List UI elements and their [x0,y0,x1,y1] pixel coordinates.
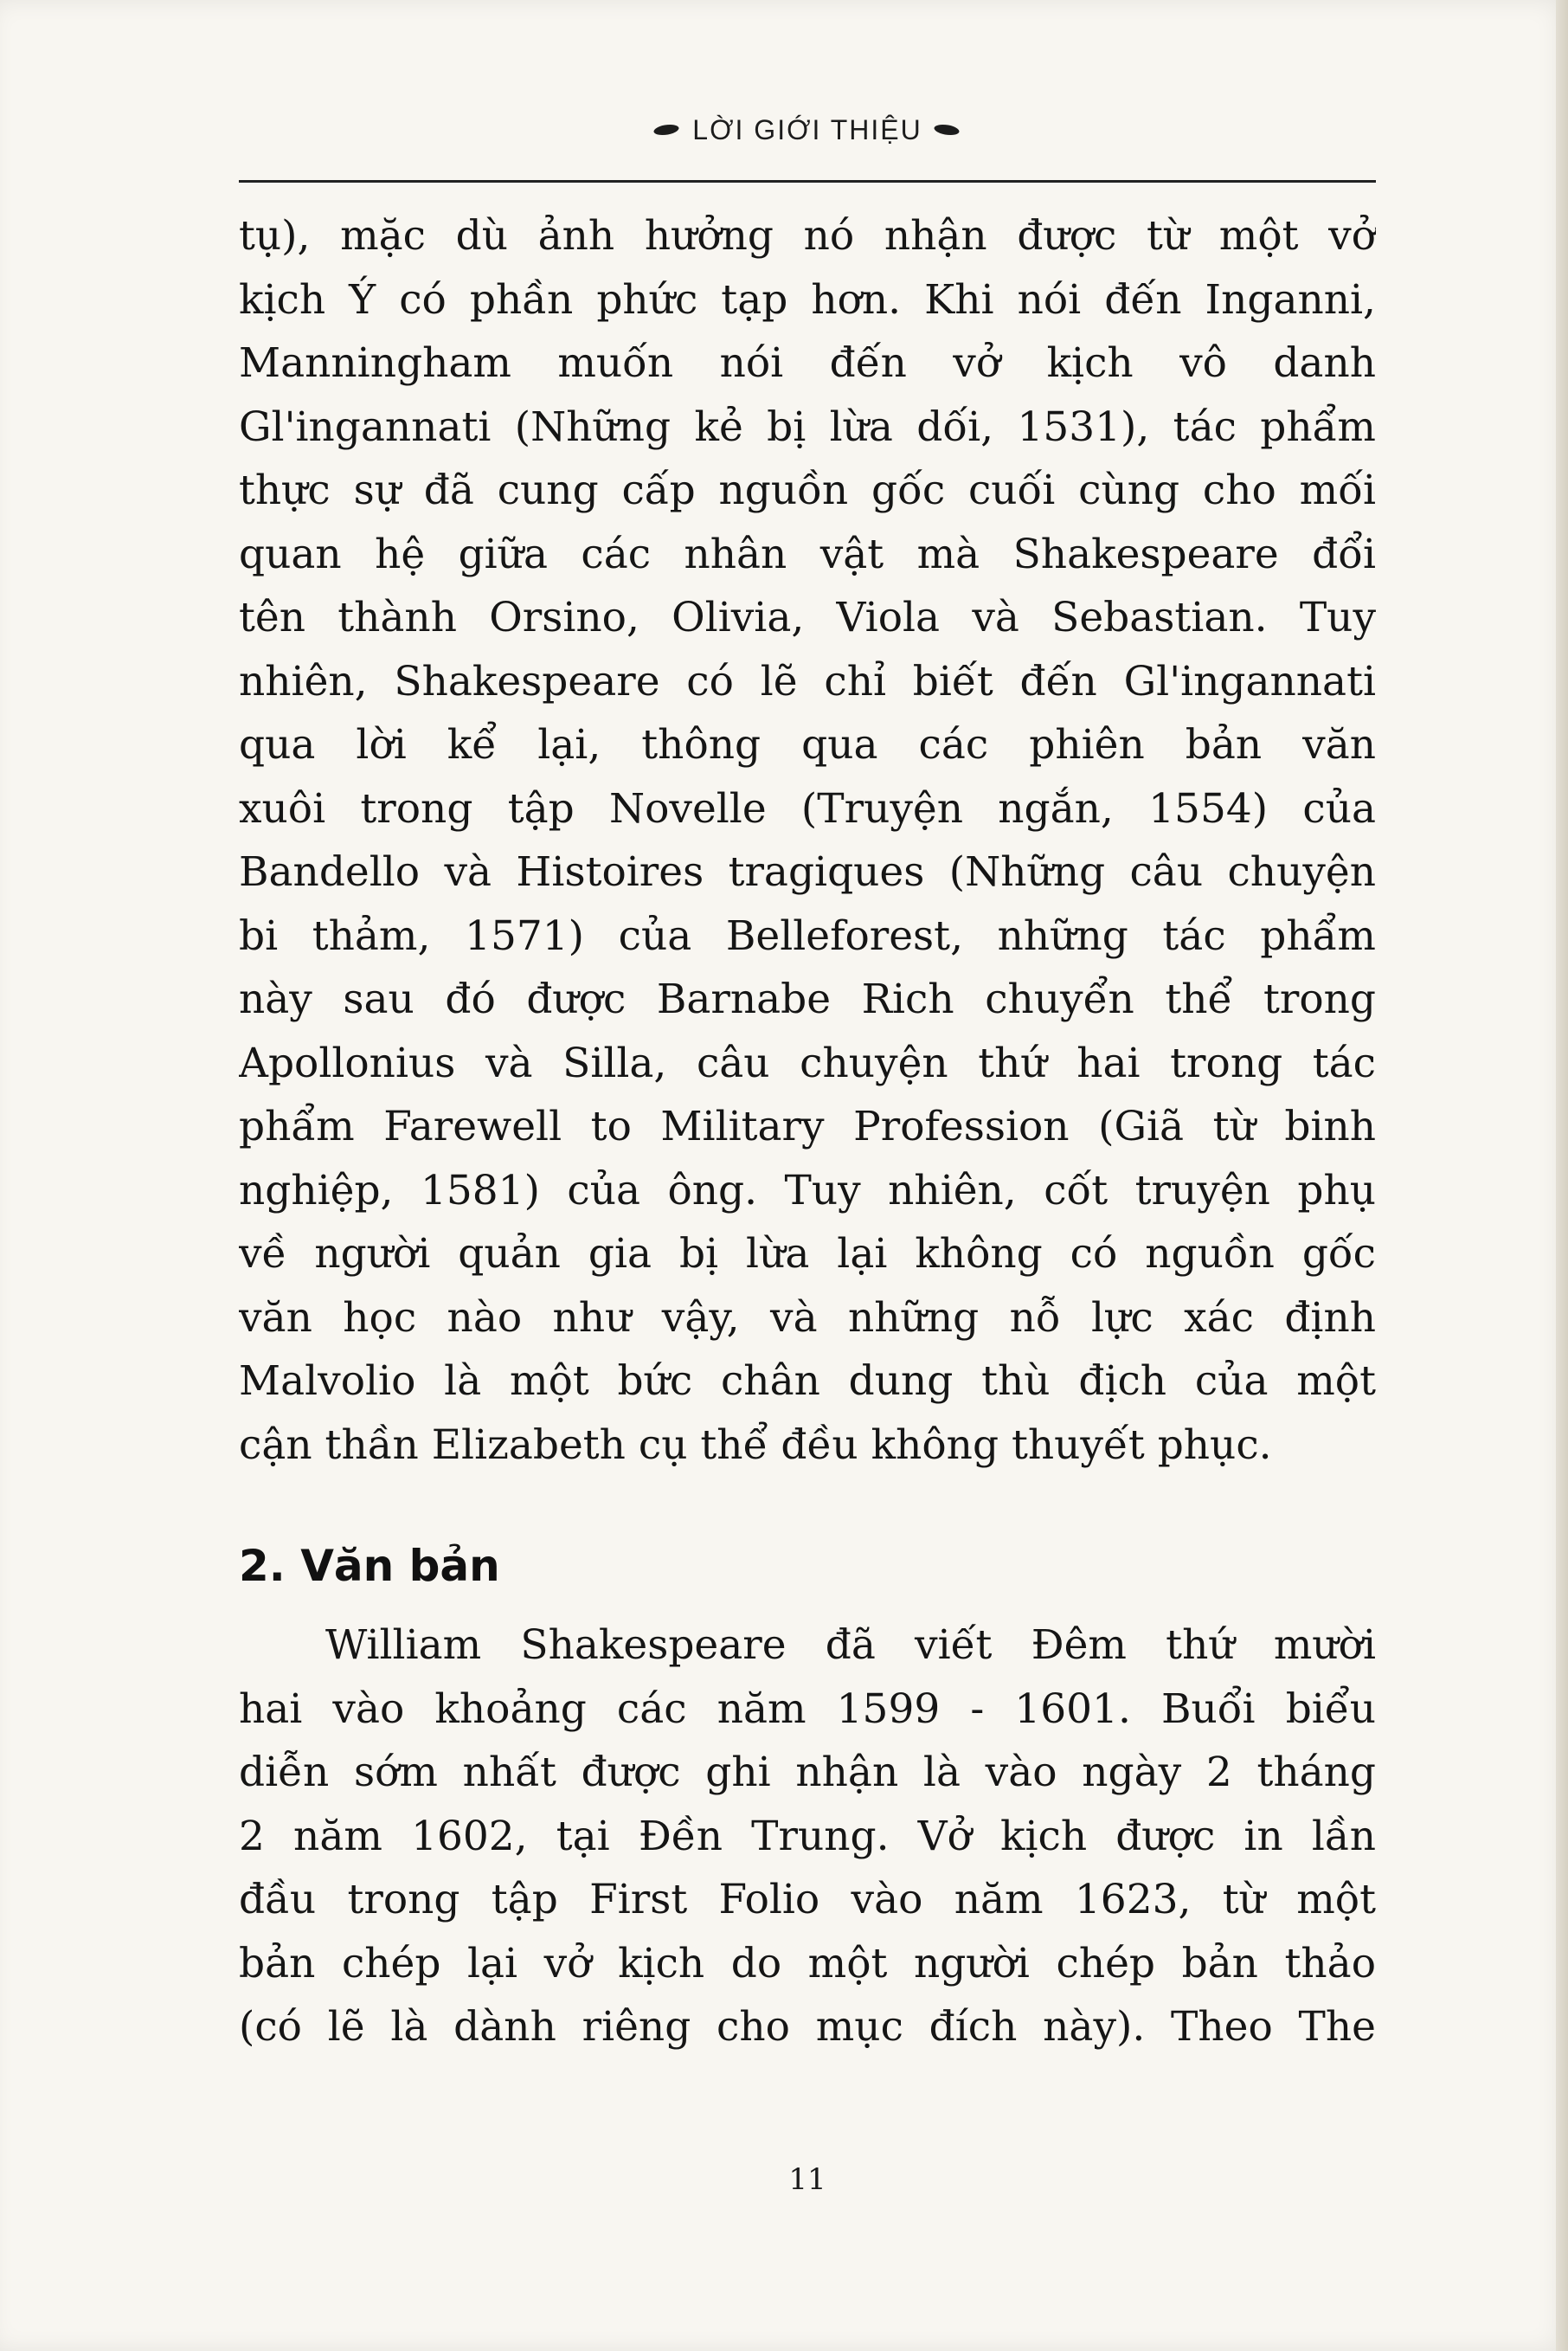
header-rule [239,180,1376,183]
text-line: qua lời kể lại, thông qua các phiên bản văn [239,721,1376,769]
ornament-leaf-icon [654,123,680,137]
text-line: tụ), mặc dù ảnh hưởng nó nhận được từ một vở [239,212,1376,260]
text-line: nghiệp, 1581) của ông. Tuy nhiên, cốt truyện phụ [239,1166,1376,1214]
text-line: quan hệ giữa các nhân vật mà Shakespeare đổi [239,530,1376,578]
running-header [239,111,1376,149]
section-spacer [239,1601,1376,1613]
page-number: 11 [788,2162,826,2197]
text-line: thực sự đã cung cấp nguồn gốc cuối cùng cho mối [239,467,1376,514]
text-line: cận thần Elizabeth cụ thể đều không thuyết phục. [239,1420,1272,1469]
text-line: Apollonius và Silla, câu chuyện thứ hai trong tác [239,1039,1376,1087]
text-line: này sau đó được Barnabe Rich chuyển thể trong [239,976,1376,1023]
text-line: Malvolio là một bức chân dung thù địch của một [239,1357,1376,1405]
page-body [239,204,1376,2059]
text-line: bản chép lại vở kịch do một người chép bản thảo [239,1939,1376,1987]
text-line: phẩm Farewell to Military Profession (Giã từ binh [239,1103,1376,1150]
text-line: Manningham muốn nói đến vở kịch vô danh [239,339,1376,387]
text-line: kịch Ý có phần phức tạp hơn. Khi nói đến Inganni, [239,275,1376,324]
text-line: diễn sớm nhất được ghi nhận là vào ngày 2 tháng [239,1749,1376,1796]
text-line: Bandello và Histoires tragiques (Những câu chuyện [239,848,1376,896]
ornament-leaf-icon [935,123,961,137]
text-line: về người quản gia bị lừa lại không có nguồn gốc [239,1230,1376,1278]
page-edge-shadow [1556,0,1568,2351]
section-heading: 2. Văn bản [239,1541,500,1591]
text-line: 2 năm 1602, tại Đền Trung. Vở kịch được in lần [239,1812,1376,1860]
text-line: văn học nào như vậy, và những nỗ lực xác định [239,1293,1376,1342]
section-spacer [239,1477,1376,1530]
text-line: xuôi trong tập Novelle (Truyện ngắn, 1554) của [239,784,1376,833]
text-line: đầu trong tập First Folio vào năm 1623, từ một [239,1876,1376,1923]
text-line: bi thảm, 1571) của Belleforest, những tác phẩm [239,911,1376,960]
text-line: William Shakespeare đã viết Đêm thứ mười [325,1621,1376,1669]
text-line: tên thành Orsino, Olivia, Viola và Sebastian. Tuy [239,594,1376,641]
running-title: LỜI GIỚI THIỆU [692,113,922,145]
text-line: (có lẽ là dành riêng cho mục đích này). Theo The [239,2003,1376,2051]
text-line: Gl'ingannati (Những kẻ bị lừa dối, 1531), tác phẩm [239,403,1376,451]
text-line: hai vào khoảng các năm 1599 - 1601. Buổi biểu [239,1684,1376,1733]
text-line: nhiên, Shakespeare có lẽ chỉ biết đến Gl'ingannati [239,657,1376,705]
